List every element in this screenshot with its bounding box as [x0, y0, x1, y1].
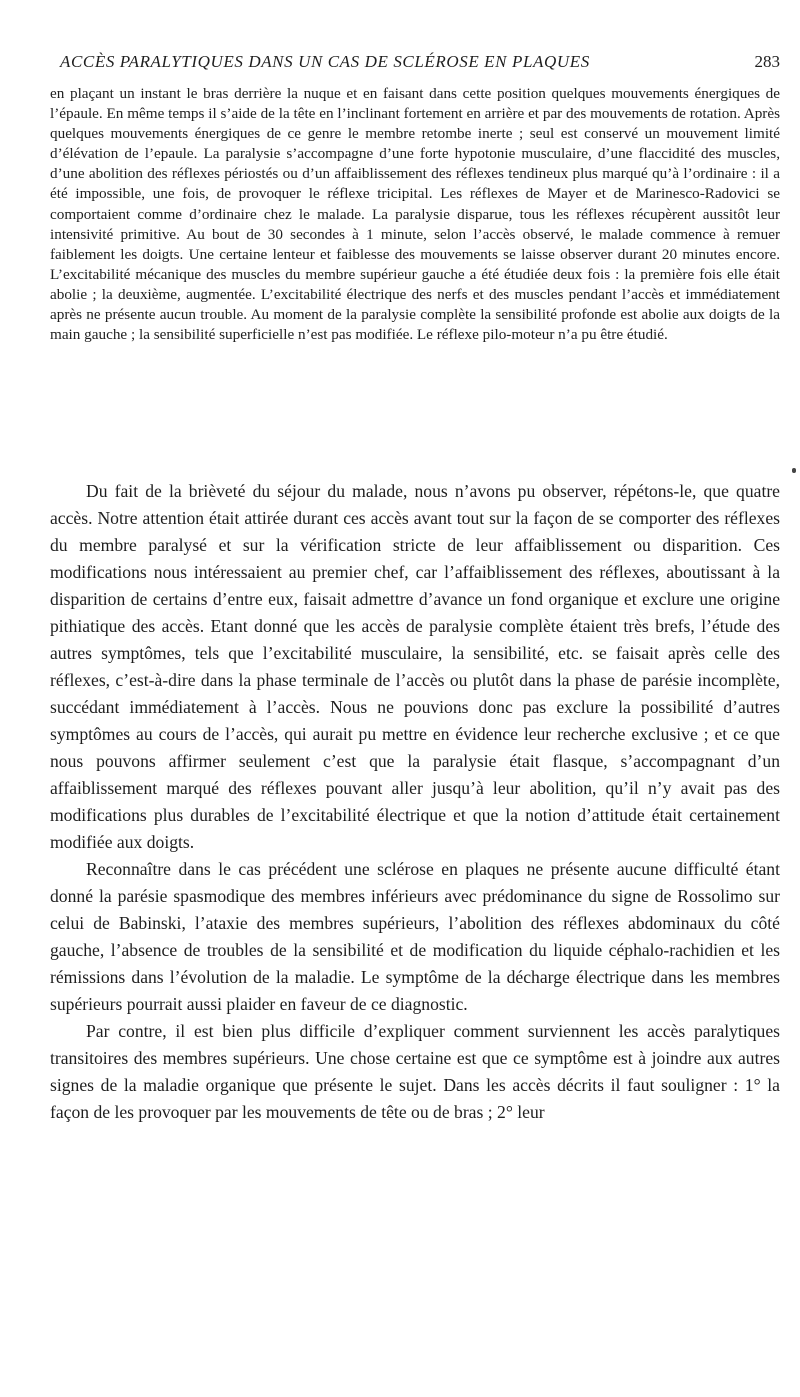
- small-paragraph: en plaçant un instant le bras derrière la nuque et en faisant dans cette position quelques mouvements énergiques de l’épaule. En même temps il s’aide de la tête en l’inclinant fortement en arrière et par des mouvements de rotation. Après quelques mouvements énergiques de ce genre le membre retombe inerte ; seul est conservé un mouvement limité d’élévation de l’epaule. La paralysie s’accompagne d’une forte hypotonie musculaire, d’une flaccidité des muscles, d’une abolition des réflexes périostés ou d’un affaiblissement des réflexes tendineux plus marqué qu’à l’ordinaire : il a été impossible, une fois, de provoquer le réflexe tricipital. Les réflexes de Mayer et de Marinesco-Radovici se comportaient comme d’ordinaire chez le malade. La paralysie disparue, tous les réflexes récupèrent aussitôt leur intensivité primitive. Au bout de 30 secondes à 1 minute, selon l’accès observé, le malade commence à remuer faiblement les doigts. Une certaine lenteur et faiblesse des mouvements se laisse observer durant 20 minutes encore. L’excitabilité mécanique des muscles du membre supérieur gauche a été étudiée deux fois : la première fois elle était abolie ; la deuxième, augmentée. L’excitabilité électrique des nerfs et des muscles pendant l’accès et immédiatement après ne présente aucun trouble. Au moment de la paralysie complète la sensibilité profonde est abolie aux doigts de la main gauche ; la sensibilité superficielle n’est pas modifiée. Le réflexe pilo-moteur n’a pu être étudié.: [50, 85, 780, 344]
- print-speck: [792, 468, 796, 473]
- paragraph-diagnosis: Reconnaître dans le cas précédent une sclérose en plaques ne présente aucune difficulté étant donné la parésie spasmodique des membres inférieurs avec prédominance du signe de Rossolimo sur celui de Babinski, l’ataxie des membres supérieurs, l’abolition des réflexes abdominaux du côté gauche, l’absence de troubles de la sensibilité et de modification du liquide céphalo-rachidien et les rémissions dans l’évolution de la maladie. Le symptôme de la décharge électrique dans les membres supérieurs pourrait aussi plaider en faveur de ce diagnostic.: [50, 859, 780, 1014]
- case-observation-text: [50, 84, 780, 345]
- running-head: [60, 52, 780, 76]
- running-title: ACCÈS PARALYTIQUES DANS UN CAS DE SCLÉROSE EN PLAQUES: [60, 52, 590, 71]
- body-text: [50, 478, 780, 1126]
- page-number: 283: [754, 52, 780, 71]
- paragraph-explanation: Par contre, il est bien plus difficile d’expliquer comment surviennent les accès paralytiques transitoires des membres supérieurs. Une chose certaine est que ce symptôme est à joindre aux autres signes de la maladie organique que présente le sujet. Dans les accès décrits il faut souligner : 1° la façon de les provoquer par les mouvements de tête ou de bras ; 2° leur: [50, 1021, 780, 1122]
- paragraph-discussion: Du fait de la brièveté du séjour du malade, nous n’avons pu observer, répétons-le, que quatre accès. Notre attention était attirée durant ces accès avant tout sur la façon de se comporter des réflexes du membre paralysé et sur la vérification stricte de leur affaiblissement ou disparition. Ces modifications nous intéressaient au premier chef, car l’affaiblissement des réflexes, aboutissant à la disparition de certains d’entre eux, faisait admettre d’avance un fond organique et exclure une origine pithiatique des accès. Etant donné que les accès de paralysie complète étaient très brefs, l’étude des autres symptômes, tels que l’excitabilité musculaire, la sensibilité, etc. se faisait après celle des réflexes, c’est-à-dire dans la phase terminale de l’accès ou plutôt dans la phase de parésie incomplète, succédant immédiatement à l’accès. Nous ne pouvions donc pas exclure la possibilité d’autres symptômes au cours de l’accès, qui aurait pu mettre en évidence leur recherche exclusive ; et ce que nous pouvons affirmer seulement c’est que la paralysie était flasque, s’accompagnant d’un affaiblissement marqué des réflexes pouvant aller jusqu’à leur abolition, qu’il n’y avait pas des modifications plus durables de l’excitabilité électrique et que la notion d’attitude était certainement modifiée aux doigts.: [50, 481, 780, 852]
